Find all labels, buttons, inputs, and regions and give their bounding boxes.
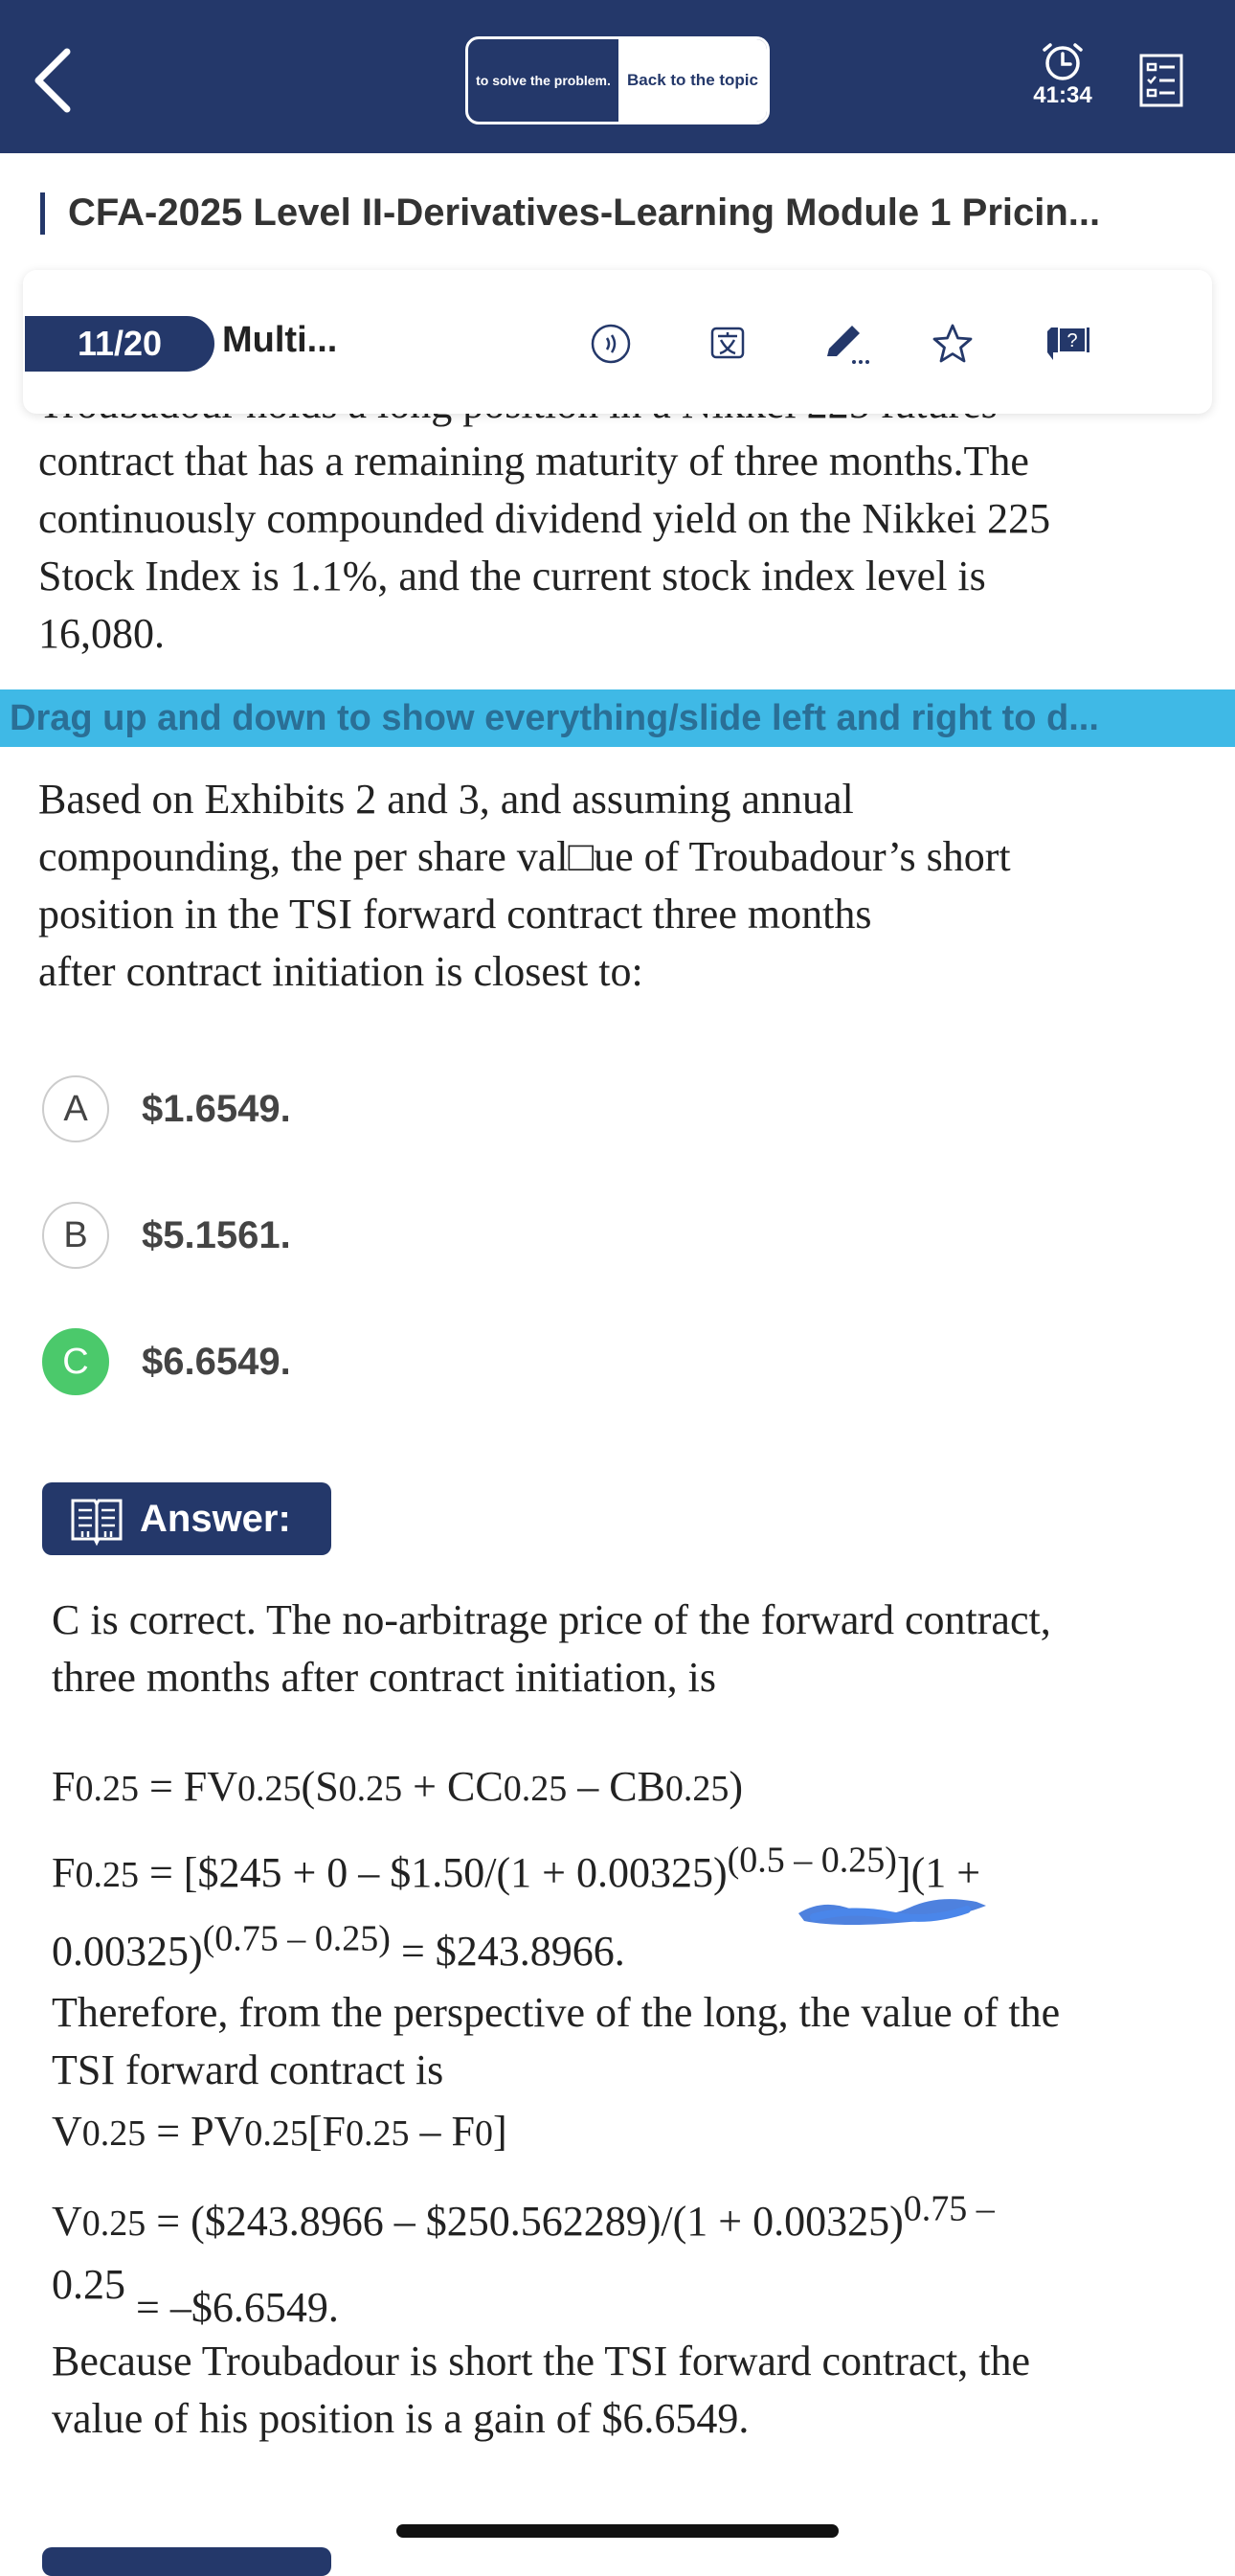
answer-badge	[42, 1482, 331, 1555]
explanation-therefore	[52, 1984, 1210, 2099]
formula-superscript: (0.75 – 0.25)	[202, 1918, 391, 1959]
formula-superscript: 0.75 –	[903, 2188, 995, 2229]
formula-subscript: 0.25	[75, 1855, 139, 1895]
question-line: Based on Exhibits 2 and 3, and assuming annual	[38, 776, 854, 823]
formula-text: = ($243.8966 – $250.562289)/(1 + 0.00325)	[146, 2198, 904, 2245]
passage-line: 16,080.	[38, 610, 165, 657]
formula-text: ](1 +	[896, 1849, 981, 1896]
back-arrow-icon[interactable]	[27, 44, 84, 117]
home-indicator[interactable]	[396, 2524, 839, 2538]
passage-line: continuously compounded dividend yield on the Nikkei 225	[38, 495, 1051, 542]
formula-forward-price-values	[52, 1840, 1210, 1904]
option-letter: A	[42, 1075, 109, 1142]
option-letter-correct: C	[42, 1328, 109, 1395]
title-accent	[40, 192, 45, 235]
course-title	[40, 192, 1100, 235]
drag-divider[interactable]: Drag up and down to show everything/slide left and right to d...	[0, 689, 1235, 747]
formula-subscript: 0	[474, 2113, 493, 2154]
formula-text: = –$6.6549.	[125, 2284, 339, 2331]
question-line: position in the TSI forward contract three months	[38, 891, 872, 938]
hint-tab[interactable]: to solve the problem.	[476, 73, 611, 88]
formula-forward-price	[52, 1758, 1210, 1818]
option-b[interactable]	[42, 1199, 291, 1272]
course-title-text: CFA-2025 Level II-Derivatives-Learning Module 1 Pricin...	[68, 192, 1101, 234]
formula-text: (S	[301, 1763, 339, 1810]
explanation-line: Because Troubadour is short the TSI forward contract, the	[52, 2338, 1030, 2384]
option-a[interactable]	[42, 1073, 291, 1145]
explanation-line: TSI forward contract is	[52, 2046, 444, 2093]
explanation-intro	[52, 1592, 1210, 1706]
mode-toggle	[465, 36, 770, 124]
explanation-line: C is correct. The no-arbitrage price of the forward contract,	[52, 1596, 1051, 1643]
formula-subscript: 0.25	[81, 2113, 146, 2154]
formula-text: = PV	[146, 2108, 245, 2155]
question-list-icon[interactable]	[1139, 54, 1183, 107]
timer[interactable]	[1024, 42, 1101, 109]
formula-subscript: 0.25	[503, 1769, 568, 1809]
formula-text: F	[52, 1763, 76, 1810]
explanation-line: three months after contract initiation, is	[52, 1654, 717, 1701]
svg-text:?: ?	[1067, 330, 1078, 351]
formula-subscript: 0.25	[345, 2113, 410, 2154]
option-text: $1.6549.	[142, 1087, 291, 1130]
formula-text: ]	[492, 2108, 507, 2155]
option-c[interactable]	[42, 1325, 291, 1398]
formula-text: – CB	[567, 1763, 665, 1810]
formula-subscript: 0.25	[664, 1769, 730, 1809]
passage-line: Stock Index is 1.1%, and the current stock index level is	[38, 553, 986, 599]
formula-forward-price-result	[52, 1918, 1210, 1980]
book-icon	[69, 1491, 124, 1547]
formula-text: 0.25	[52, 2261, 125, 2308]
answer-label: Answer:	[140, 1497, 291, 1540]
question-toolbar	[23, 270, 1212, 414]
formula-text: = [$245 + 0 – $1.50/(1 + 0.00325)	[138, 1849, 728, 1896]
formula-text: = $243.8966.	[390, 1928, 625, 1975]
formula-superscript: (0.5 – 0.25)	[727, 1840, 897, 1881]
formula-text: 0.00325)	[52, 1928, 203, 1975]
alarm-clock-icon	[1037, 42, 1089, 80]
formula-value	[52, 2103, 1210, 2162]
note-button[interactable]	[820, 318, 871, 370]
next-section-badge	[42, 2547, 331, 2576]
formula-text: V	[52, 2198, 82, 2245]
formula-subscript: 0.25	[338, 1769, 403, 1809]
formula-text: = FV	[138, 1763, 238, 1810]
favorite-button[interactable]	[931, 318, 975, 370]
formula-subscript: 0.25	[75, 1769, 139, 1809]
formula-text: V	[52, 2108, 82, 2155]
explanation-conclusion	[52, 2333, 1210, 2448]
help-icon	[1044, 324, 1093, 364]
explanation-line: Therefore, from the perspective of the long, the value of the	[52, 1989, 1061, 2036]
top-bar	[0, 0, 1235, 153]
formula-text: F	[52, 1849, 76, 1896]
translate-button[interactable]	[707, 318, 749, 370]
formula-text: + CC	[402, 1763, 504, 1810]
formula-subscript: 0.25	[237, 1769, 302, 1809]
explanation-line: value of his position is a gain of $6.6549.	[52, 2395, 750, 2442]
translate-icon	[707, 323, 749, 365]
star-icon	[931, 322, 975, 366]
formula-value-computation	[52, 2188, 1210, 2252]
question-type-label: Multi...	[222, 320, 338, 360]
audio-button[interactable]	[590, 318, 632, 370]
question-line: compounding, the per share val□ue of Troubadour’s short	[38, 833, 1011, 880]
question-number-badge[interactable]: 11/20	[25, 316, 214, 372]
question-stem	[38, 771, 1206, 1001]
pencil-icon	[820, 322, 871, 366]
formula-subscript: 0.25	[81, 2203, 146, 2244]
passage	[38, 375, 1206, 663]
passage-line: contract that has a remaining maturity of three months.The	[38, 438, 1029, 485]
option-text: $6.6549.	[142, 1340, 291, 1383]
audio-icon	[590, 323, 632, 365]
help-button[interactable]	[1044, 318, 1093, 370]
formula-subscript: 0.25	[244, 2113, 308, 2154]
back-to-topic-tab[interactable]: Back to the topic	[618, 39, 767, 122]
formula-text: )	[729, 1763, 744, 1810]
question-line: after contract initiation is closest to:	[38, 948, 643, 995]
formula-text: – F	[409, 2108, 475, 2155]
option-text: $5.1561.	[142, 1213, 291, 1256]
timer-value: 41:34	[1033, 82, 1092, 108]
option-letter: B	[42, 1202, 109, 1269]
formula-text: [F	[307, 2108, 346, 2155]
formula-value-result	[52, 2261, 1210, 2331]
